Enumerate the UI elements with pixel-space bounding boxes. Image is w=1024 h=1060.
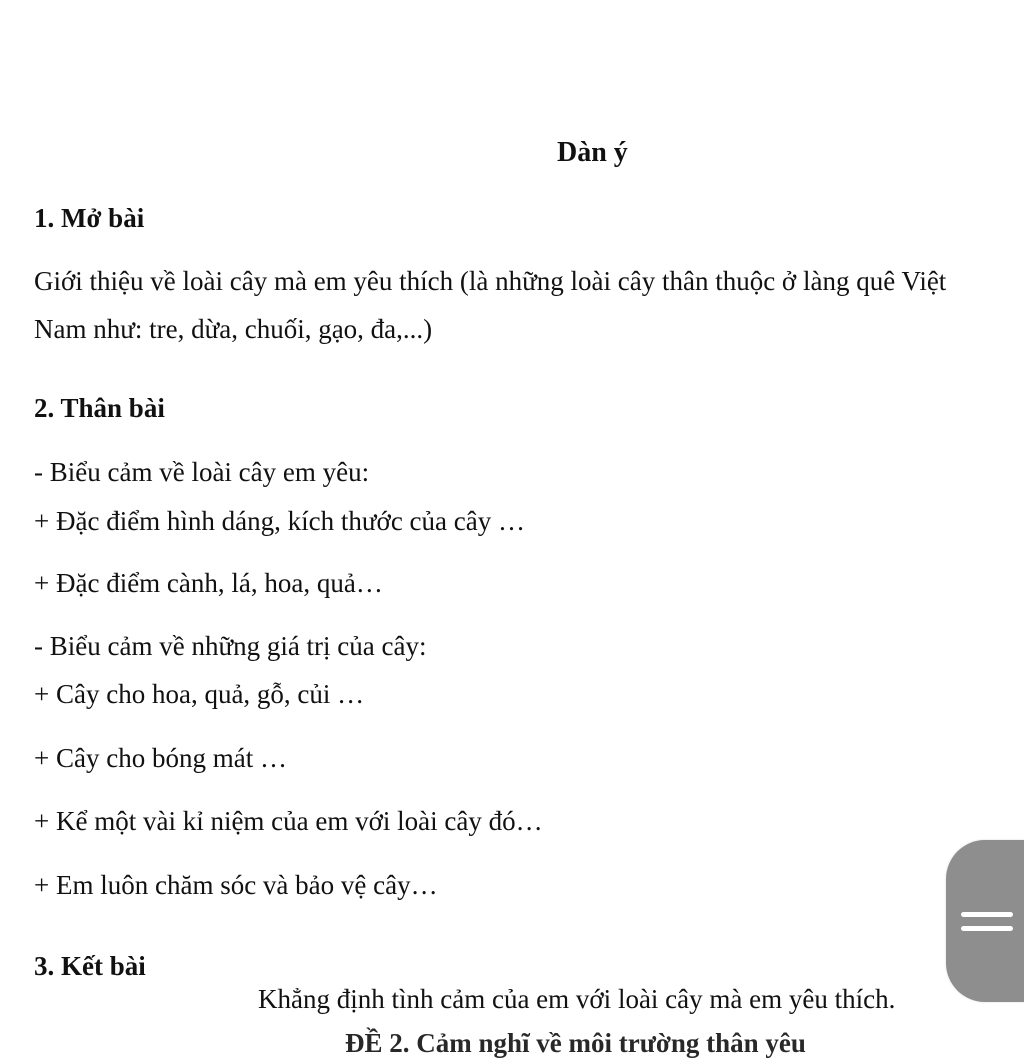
list-item: - Biểu cảm về loài cây em yêu: [34, 457, 370, 487]
drag-handle-icon [961, 912, 1013, 931]
list-item: + Kể một vài kỉ niệm của em với loài cây đó… [34, 806, 543, 836]
section-heading-ket-bai: 3. Kết bài [34, 951, 146, 981]
paragraph-line: Giới thiệu về loài cây mà em yêu thích (là những loài cây thân thuộc ở làng quê Việt [34, 266, 947, 296]
list-item: + Cây cho hoa, quả, gỗ, củi … [34, 679, 365, 709]
paragraph-line: Nam như: tre, dừa, chuối, gạo, đa,...) [34, 314, 433, 344]
page-title: Dàn ý [557, 137, 628, 168]
section-heading-mo-bai: 1. Mở bài [34, 203, 145, 233]
paragraph-line: Khẳng định tình cảm của em với loài cây mà em yêu thích. [258, 984, 896, 1014]
section-heading-than-bai: 2. Thân bài [34, 393, 165, 423]
list-item: + Đặc điểm cành, lá, hoa, quả… [34, 568, 383, 598]
list-item: + Cây cho bóng mát … [34, 743, 287, 773]
list-item: + Em luôn chăm sóc và bảo vệ cây… [34, 870, 438, 900]
next-section-heading: ĐỀ 2. Cảm nghĩ về môi trường thân yêu [345, 1028, 806, 1058]
scroll-handle[interactable] [946, 840, 1024, 1002]
list-item: + Đặc điểm hình dáng, kích thước của cây … [34, 506, 525, 536]
list-item: - Biểu cảm về những giá trị của cây: [34, 631, 427, 661]
